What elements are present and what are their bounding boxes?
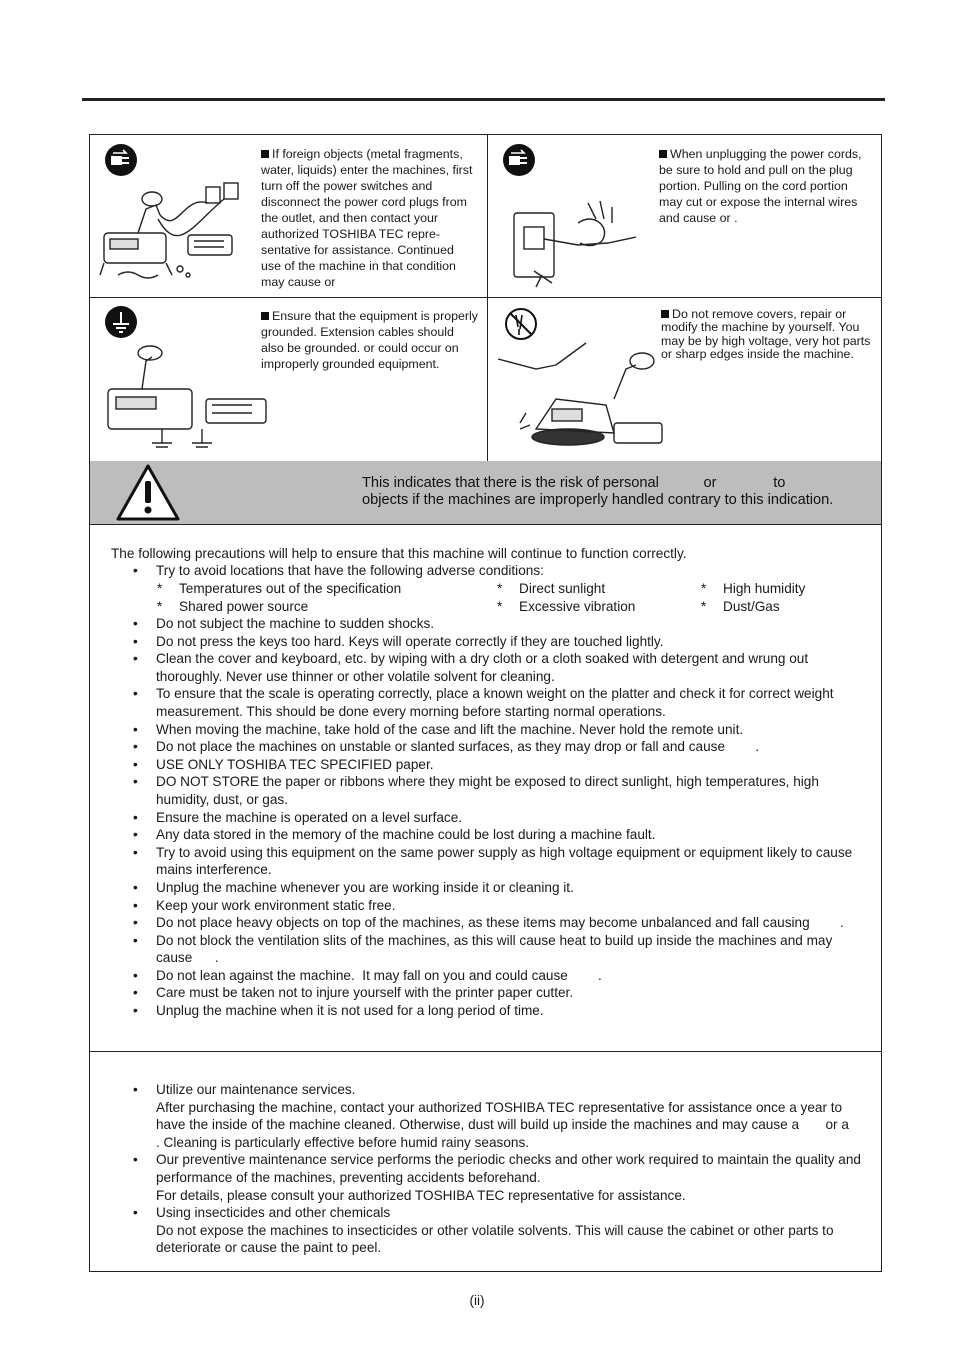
panel-grounding	[90, 297, 487, 461]
list-item: • When moving the machine, take hold of the case and lift the machine. Never hold the remote unit.	[133, 721, 744, 737]
header-rule	[82, 98, 885, 101]
condition-item: * Temperatures out of the specification	[157, 581, 402, 596]
list-item: • Utilize our maintenance services. After purchasing the machine, contact your authorized TOSHIBA TEC representative for assistance once a year to have the inside of the machine cleaned. Otherwise, dust will build up inside the machines and may cause a or a . Cleaning is particularly effective before humid rainy seasons.	[133, 1082, 921, 1150]
precautions-list	[90, 615, 862, 1020]
ground-icon	[104, 305, 138, 339]
panel-text: When unplugging the power cords, be sure to hold and pull on the plug portion. Pulling on the cord portion may cut or expose the internal wires and cause or .	[659, 147, 862, 225]
list-item: • USE ONLY TOSHIBA TEC SPECIFIED paper.	[133, 756, 434, 772]
disassembly-illustration	[496, 339, 666, 457]
condition-item: * Shared power source	[157, 599, 309, 614]
precautions-intro: The following precautions will help to ensure that this machine will continue to function correctly.	[111, 546, 687, 561]
unplug-icon	[104, 143, 138, 177]
list-item: • Try to avoid locations that have the following adverse conditions:	[133, 563, 544, 578]
condition-item: * Dust/Gas	[701, 599, 780, 614]
caution-triangle-icon	[115, 463, 181, 521]
condition-item: * Excessive vibration	[497, 599, 636, 614]
list-item: • Do not subject the machine to sudden shocks.	[133, 616, 435, 631]
maintenance-list	[90, 1081, 921, 1257]
precautions-list	[90, 562, 862, 580]
list-item: • Do not press the keys too hard. Keys will operate correctly if they are touched lightly.	[133, 633, 664, 649]
foreign-objects-illustration	[98, 175, 248, 290]
list-item-detail: For details, please consult your authorized TOSHIBA TEC representative for assistance.	[156, 1187, 686, 1203]
caution-line-2: objects if the machines are improperly handled contrary to this indication.	[362, 491, 834, 508]
list-item: • DO NOT STORE the paper or ribbons where they might be exposed to direct sunlight, high temperatures, high humidity, dust, or gas.	[133, 774, 819, 807]
page-number: (ii)	[469, 1293, 485, 1308]
warning-frame	[89, 134, 921, 1272]
list-item-detail: After purchasing the machine, contact your authorized TOSHIBA TEC representative for assistance once a year to have the inside of the machine cleaned. Otherwise, dust will build up inside the machines and may cause a or a . Cleaning is particularly effective before humid rainy seasons.	[156, 1099, 921, 1150]
unplugging-illustration	[508, 183, 638, 293]
list-item: • Do not place heavy objects on top of the machines, as these items may become unbalanced and fall causing .	[133, 915, 844, 931]
list-item: • Ensure the machine is operated on a level surface.	[133, 809, 463, 825]
caution-line-1: This indicates that there is the risk of personal or to	[362, 475, 786, 491]
panel-text: Do not remove covers, repair or modify the machine by yourself. You may be by high voltage, very hot parts or sharp edges inside the machine.	[661, 307, 871, 362]
warning-row-1	[90, 135, 881, 298]
panel-text: If foreign objects (metal fragments, water, liquids) enter the machines, first turn off the power switches and disconnect the power cord plugs from the outlet, and then contact your authorized TOSHIBA TEC repre-sentative for assistance. Continued use of the machine in that condition may cause or	[261, 147, 473, 289]
precautions-section	[90, 525, 881, 1052]
condition-item: * Direct sunlight	[497, 581, 606, 596]
list-item: • Unplug the machine whenever you are working inside it or cleaning it.	[133, 879, 574, 895]
list-item: • Unplug the machine when it is not used for a long period of time.	[133, 1003, 544, 1019]
condition-item: * High humidity	[701, 581, 806, 596]
list-item: • Try to avoid using this equipment on the same power supply as high voltage equipment or equipment likely to cause mains interference.	[133, 844, 853, 878]
list-item: • Using insecticides and other chemicals Do not expose the machines to insecticides or other volatile solvents. This will cause the cabinet or other parts to deteriorate or cause the paint to peel.	[90, 1204, 862, 1257]
list-item: • Clean the cover and keyboard, etc. by wiping with a dry cloth or a cloth soaked with detergent and wrung out thoroughly. Never use thinner or other volatile solvent for cleaning.	[133, 651, 809, 684]
list-item: • Do not block the ventilation slits of the machines, as this will cause heat to build up inside the machines and may cause .	[133, 932, 837, 966]
caution-band	[90, 461, 881, 525]
no-disassembly-icon	[504, 307, 538, 341]
grounding-illustration	[102, 339, 272, 459]
list-item: • Any data stored in the memory of the machine could be lost during a machine fault.	[133, 827, 656, 843]
panel-unplugging	[488, 135, 882, 297]
maintenance-section	[90, 1052, 921, 1272]
unplug-icon	[502, 143, 536, 177]
list-item: • To ensure that the scale is operating correctly, place a known weight on the platter and check it for correct weight measurement. This should be done every morning before starting normal operations.	[133, 686, 834, 719]
panel-text: Ensure that the equipment is properly grounded. Extension cables should also be grounded. or could occur on improperly grounded equipment.	[261, 309, 478, 371]
list-item: • Do not lean against the machine. It may fall on you and could cause .	[133, 967, 602, 983]
warning-row-2	[90, 297, 881, 462]
list-item: • Keep your work environment static free.	[133, 897, 396, 913]
panel-no-disassembly	[488, 297, 882, 461]
list-item: • Do not place the machines on unstable or slanted surfaces, as they may drop or fall and cause .	[133, 739, 759, 755]
panel-foreign-objects	[90, 135, 487, 297]
list-item: • Care must be taken not to injure yourself with the printer paper cutter.	[133, 985, 574, 1001]
list-item: • Our preventive maintenance service performs the periodic checks and other work required to maintain the quality and performance of the machines, preventing accidents beforehand. For details, please consult your authorized TOSHIBA TEC representative for assistance.	[133, 1152, 861, 1203]
list-item-detail: Do not expose the machines to insecticides or other volatile solvents. This will cause the cabinet or other parts to deteriorate or cause the paint to peel.	[156, 1222, 834, 1256]
